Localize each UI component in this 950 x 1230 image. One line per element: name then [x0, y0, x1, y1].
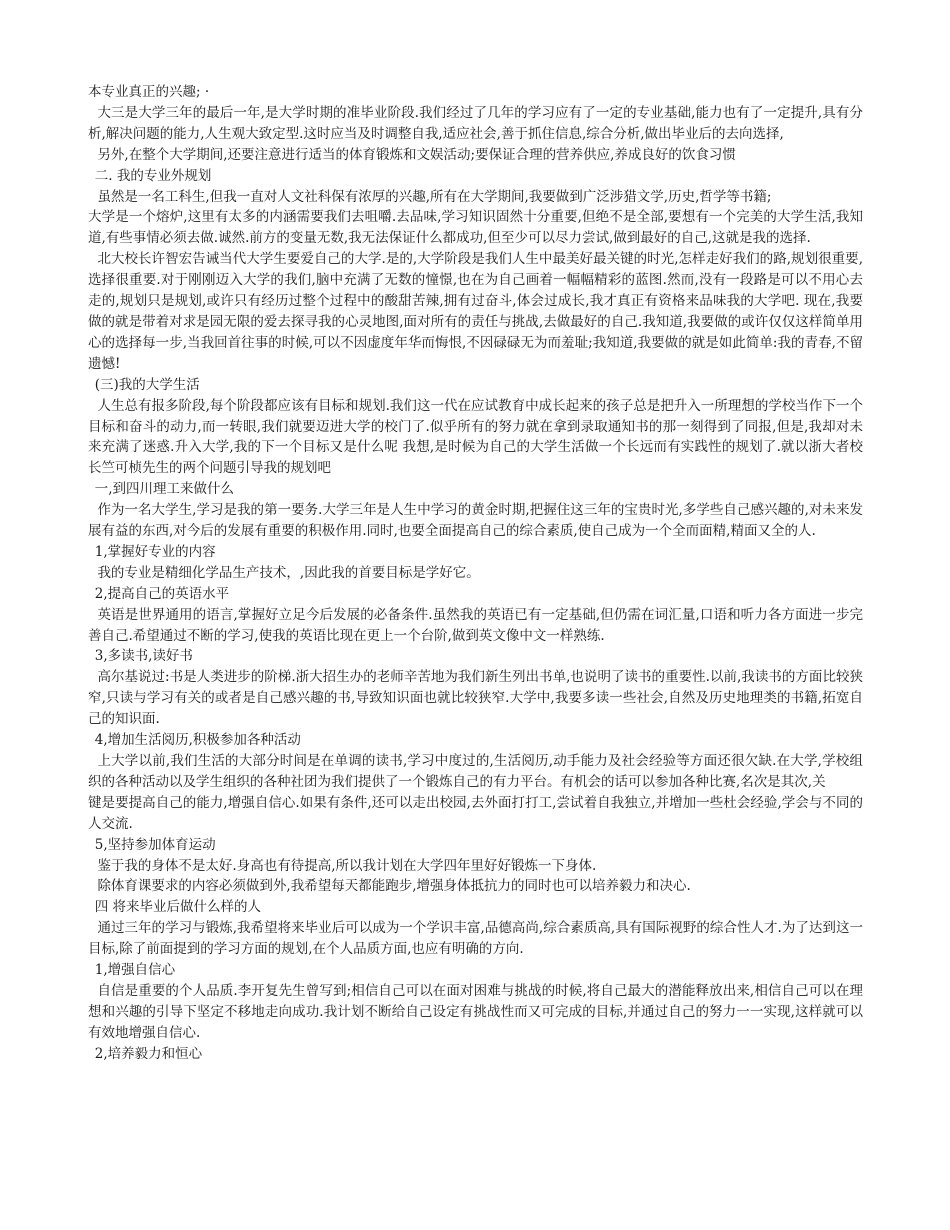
- item-heading-4: 4,增加生活阅历,积极参加各种活动: [94, 732, 301, 749]
- paragraph-15: 英语是世界通用的语言,掌握好立足今后发展的必备条件.虽然我的英语已有一定基础,但仍需在词汇量,口语和听力各方面进一步完善自己.希望通过不断的学习,使我的英语比现在更上一个台阶,做到英文像中文一样熟练.: [88, 606, 863, 644]
- paragraph-2: 大三是大学三年的最后一年,是大学时期的准毕业阶段.我们经过了几年的学习应有了一定的专业基础,能力也有了一定提升,具有分析,解决问题的能力,人生观大致定型.这时应当及时调整自我,适应社会,善于抓住信息,综合分析,做出毕业后的去向选择,: [88, 104, 863, 142]
- document-page: [88, 82, 863, 1065]
- paragraph-13: 我的专业是精细化学品生产技术，,因此我的首要目标是学好它。: [97, 564, 480, 581]
- paragraph-7: 北大校长许智宏告诫当代大学生要爱自己的大学.是的,大学阶段是我们人生中最美好最关键的时光,怎样走好我们的路,规划很重要,选择很重要.对于刚刚迈入大学的我们,脑中充满了无数的憧憬,也在为自己画着一幅幅精彩的蓝图.然而,没有一段路是可以不用心去走的,规划只是规划,或许只有经历过整个过程中的酸甜苦辣,拥有过奋斗,体会过成长,我才真正有资格来品味我的大学吧. 现在,我要做的就是带着对求是园无限的爱去探寻我的心灵地图,面对所有的责任与挑战,去做最好的自己.我知道,我要做的或许仅仅这样简单用心的选择每一步,当我回首往事的时候,可以不因虚度年华而悔恨,不因碌碌无为而羞耻;我知道,我要做的就是如此简单:我的青春,不留遗憾!: [88, 251, 863, 372]
- paragraph-1: 本专业真正的兴趣; ·: [88, 84, 210, 100]
- paragraph-6: 大学是一个熔炉,这里有太多的内涵需要我们去咀嚼.去品味,学习知识固然十分重要,但绝不是全部,要想有一个完美的大学生活,我知道,有些事情必须去做.诚然.前方的变量无数,我无法保证什么都成功,但至少可以尽力尝试,做到最好的自己,这就是我的选择.: [88, 209, 863, 247]
- paragraph-27: 自信是重要的个人品质.李开复先生曾写到;相信自己可以在面对困难与挑战的时候,将自己最大的潜能释放出来,相信自己可以在理想和兴趣的引导下坚定不移地走向成功.我计划不断给自己设定有挑战性而又可完成的目标,并通过自己的努力一一实现,这样就可以有效地增强自信心.: [88, 982, 863, 1041]
- item-heading-6: 1,增强自信心: [94, 962, 176, 979]
- paragraph-9: 人生总有报多阶段,每个阶段都应该有目标和规划.我们这一代在应试教育中成长起来的孩子总是把升入一所理想的学校当作下一个目标和奋斗的动力,而一转眼,我们就要迈进大学的校门了.似乎所有的努力就在拿到录取通知书的那一刻得到了同报,但是,我却对未来充满了迷惑.升入大学,我的下一个目标又是什么呢 我想,是时候为自己的大学生活做一个长远而有实践性的规划了.就以浙大者校长竺可桢先生的两个问题引导我的规划吧: [88, 397, 863, 477]
- item-heading-3: 3,多读书,读好书: [94, 648, 193, 665]
- paragraph-22: 鉴于我的身体不是太好.身高也有待提高,所以我计划在大学四年里好好锻炼一下身体.: [97, 857, 597, 874]
- paragraph-5: 虽然是一名工科生,但我一直对人文社科保有浓厚的兴趣,所有在大学期间,我要做到广泛涉猎文学,历史,哲学等书籍;: [97, 188, 772, 205]
- item-heading-1: 1,掌握好专业的内容: [94, 543, 216, 560]
- paragraph-23: 除体育课要求的内容必须做到外,我希望每天都能跑步,增强身体抵抗力的同时也可以培养毅力和决心.: [97, 878, 691, 895]
- subsection-heading-1: 一,到四川理工来做什么: [94, 481, 235, 498]
- paragraph-19: 上大学以前,我们生活的大部分时间是在单调的读书,学习中度过的,生活阅历,动手能力及社会经验等方面还很欠缺.在大学,学校组织的各种活动以及学生组织的各种社团为我们提供了一个锻炼自己的有力平台。有机会的话可以参加各种比赛,名次是其次,关: [88, 753, 863, 790]
- item-heading-2: 2,提高自己的英语水平: [94, 585, 230, 602]
- item-heading-5: 5,坚持参加体育运动: [94, 836, 216, 853]
- paragraph-3: 另外,在整个大学期间,还要注意进行适当的体育锻炼和文娱活动;要保证合理的营养供应,养成良好的饮食习惯: [97, 146, 736, 163]
- paragraph-20: 键是要提高自己的能力,增强自信心.如果有条件,还可以走出校园,去外面打打工,尝试着自我独立,并增加一些杜会经验,学会与不同的人交流.: [88, 794, 863, 832]
- paragraph-11: 作为一名大学生,学习是我的第一要务.大学三年是人生中学习的黄金时期,把握住这三年的宝贵时光,多学些自己感兴趣的,对未来发展有益的东西,对今后的发展有重要的积极作用.同时,也要全面提高自己的综合素质,使自己成为一个全而面精,精面又全的人.: [88, 502, 863, 540]
- section-heading-2: 二. 我的专业外规划: [94, 167, 212, 184]
- paragraph-25: 通过三年的学习与锻炼,我希望将来毕业后可以成为一个学识丰富,品德高尚,综合素质高,具有国际视野的综合性人才.为了达到这一目标,除了前面提到的学习方面的规划,在个人品质方面,也应有明确的方向.: [88, 920, 863, 958]
- section-heading-4: 四 将来毕业后做什么样的人: [94, 899, 262, 916]
- item-heading-7: 2,培养毅力和恒心: [94, 1045, 203, 1062]
- section-heading-3: (三)我的大学生活: [94, 376, 200, 393]
- paragraph-17: 高尔基说过:书是人类进步的阶梯.浙大招生办的老师辛苦地为我们新生列出书单,也说明了读书的重要性.以前,我读书的方面比较狭窄,只读与学习有关的或者是自己感兴趣的书,导致知识面也就比较狭窄.大学中,我要多读一些社会,自然及历史地理类的书籍,拓宽自己的知识面.: [88, 669, 863, 728]
